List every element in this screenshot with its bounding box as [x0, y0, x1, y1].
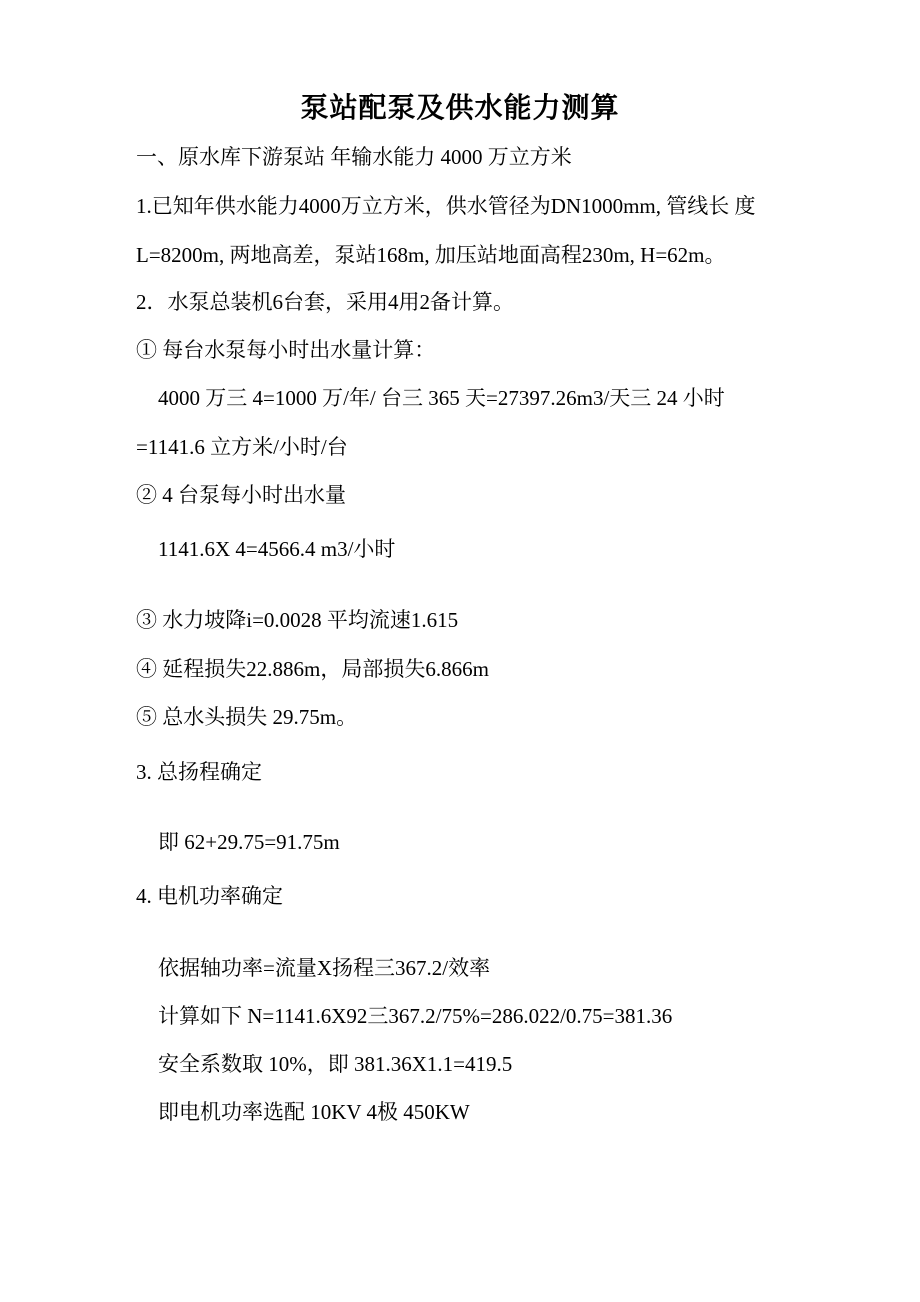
section-3-heading: 3. 总扬程确定 — [136, 760, 262, 784]
page-title: 泵站配泵及供水能力测算 — [300, 91, 620, 124]
item-1-formula-line-1: 4000 万三 4=1000 万/年/ 台三 365 天=27397.26m3/天三 24 小时 — [158, 386, 725, 410]
item-1-heading: ① 每台水泵每小时出水量计算： — [136, 338, 436, 362]
section-4-calculation: 计算如下 N=1141.6X92三367.2/75%=286.022/0.75=381.36 — [158, 1004, 673, 1028]
item-4: ④ 延程损失22.886m，局部损失6.866m — [136, 657, 489, 681]
item-2-formula: 1141.6X 4=4566.4 m3/小时 — [158, 537, 396, 561]
section-3-result: 即 62+29.75=91.75m — [158, 830, 340, 854]
section-4-heading: 4. 电机功率确定 — [136, 884, 283, 908]
item-5: ⑤ 总水头损失 29.75m。 — [136, 705, 358, 729]
section-4-conclusion: 即电机功率选配 10KV 4极 450KW — [158, 1100, 470, 1124]
item-3: ③ 水力坡降i=0.0028 平均流速1.615 — [136, 608, 459, 632]
paragraph-1-line-1: 1.已知年供水能力4000万立方米，供水管径为DN1000mm, 管线长 度 — [136, 194, 756, 218]
section-4-formula: 依据轴功率=流量X扬程三367.2/效率 — [158, 956, 491, 980]
item-1-formula-line-2: =1141.6 立方米/小时/台 — [136, 435, 348, 459]
paragraph-2: 2．水泵总装机6台套，采用4用2备计算。 — [136, 290, 514, 314]
paragraph-1-line-2: L=8200m, 两地高差，泵站168m, 加压站地面高程230m, H=62m。 — [136, 243, 726, 267]
item-2-heading: ② 4 台泵每小时出水量 — [136, 483, 346, 507]
section-heading-1: 一、原水库下游泵站 年输水能力 4000 万立方米 — [136, 145, 572, 169]
section-4-safety-factor: 安全系数取 10%，即 381.36X1.1=419.5 — [158, 1052, 513, 1076]
